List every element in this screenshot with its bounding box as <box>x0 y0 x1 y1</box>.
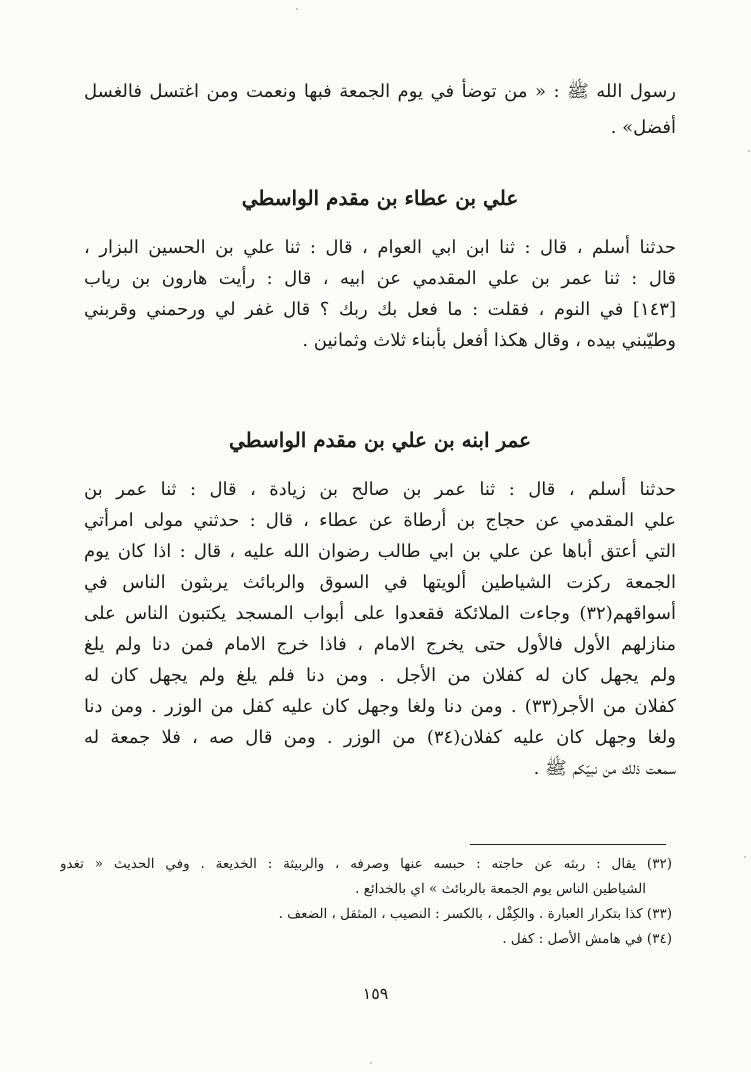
scan-speck <box>296 8 298 10</box>
text-line: حدثنا أسلم ، قال : ثنا عمر بن صالح بن زيادة ، قال : ثنا عمر بن <box>84 479 676 500</box>
footnote-line: (٣٤) في هامش الأصل : كفل . <box>502 931 672 947</box>
section-body <box>84 474 676 784</box>
section-body <box>84 232 676 356</box>
section-title: عمر ابنه بن علي بن مقدم الواسطي <box>228 428 532 452</box>
scan-speck <box>744 856 746 858</box>
text-line: علي المقدمي عن حجاج بن أرطاة عن عطاء ، قال : حدثني مولى امرأتي <box>84 510 676 531</box>
footnote-line: (٣٢) يقال : ربثه عن حاجته : حبسه عنها وصرفه ، والربيثة : الخديعة . وفي الحديث « تغدو <box>60 856 672 872</box>
text-line: التي أعتق أباها عن علي بن ابي طالب رضوان الله عليه ، قال : اذا كان يوم <box>84 541 676 562</box>
text-line: حدثنا أسلم ، قال : ثنا ابن ابي العوام ، قال : ثنا علي بن الحسين البزار ، <box>84 237 676 258</box>
text-line: قال : ثنا عمر بن علي المقدمي عن ابيه ، قال : رأيت هارون بن رياب <box>84 268 676 289</box>
footnote-line: (٣٣) كذا بتكرار العبارة . والكِفْل ، بالكسر : النصيب ، المثقل ، الضعف . <box>278 906 672 922</box>
text-line: [١٤٣] في النوم ، فقلت : ما فعل بك ربك ؟ قال غفر لي ورحمني وقربني <box>84 299 676 320</box>
intro-paragraph <box>84 74 676 146</box>
text-line: أفضل» . <box>610 117 676 138</box>
page-number: ١٥٩ <box>362 984 389 1003</box>
scan-speck <box>370 1062 372 1064</box>
text-line: سمعت ذلك من نبيّكم ﷺ . <box>533 758 676 779</box>
text-line: وطيّبني بيده ، وقال هكذا أفعل بأبناء ثلاث وثمانين . <box>302 330 676 351</box>
text-line: ولم يجهل كان له كفلان من الأجل . ومن دنا فلم يلغ ولم يجهل كان له <box>84 665 676 686</box>
text-line: الجمعة ركزت الشياطين ألويتها في السوق والربائث يربثون الناس في <box>84 572 676 593</box>
text-line: كفلان من الأجر(٣٣) . ومن دنا ولغا وجهل كان عليه كفل من الوزر . ومن دنا <box>84 696 676 717</box>
scan-speck <box>748 150 750 152</box>
text-line: ولغا وجهل كان عليه كفلان(٣٤) من الوزر . ومن قال صه ، فلا جمعة له <box>84 727 676 748</box>
footnote-separator <box>470 844 666 845</box>
text-line: أسواقهم(٣٢) وجاءت الملائكة فقعدوا على أبواب المسجد يكتبون الناس على <box>84 603 676 624</box>
text-line: رسول الله ﷺ : « من توضأ في يوم الجمعة فبها ونعمت ومن اغتسل فالغسل <box>84 81 676 102</box>
footnotes <box>60 852 672 952</box>
section-title: علي بن عطاء بن مقدم الواسطي <box>241 186 519 210</box>
text-line: منازلهم الأول فالأول حتى يخرج الامام ، فاذا خرج الامام فمن دنا ولم يلغ <box>84 634 676 655</box>
footnote-line: الشياطين الناس يوم الجمعة بالربائث » اي بالخدائع . <box>355 881 646 897</box>
